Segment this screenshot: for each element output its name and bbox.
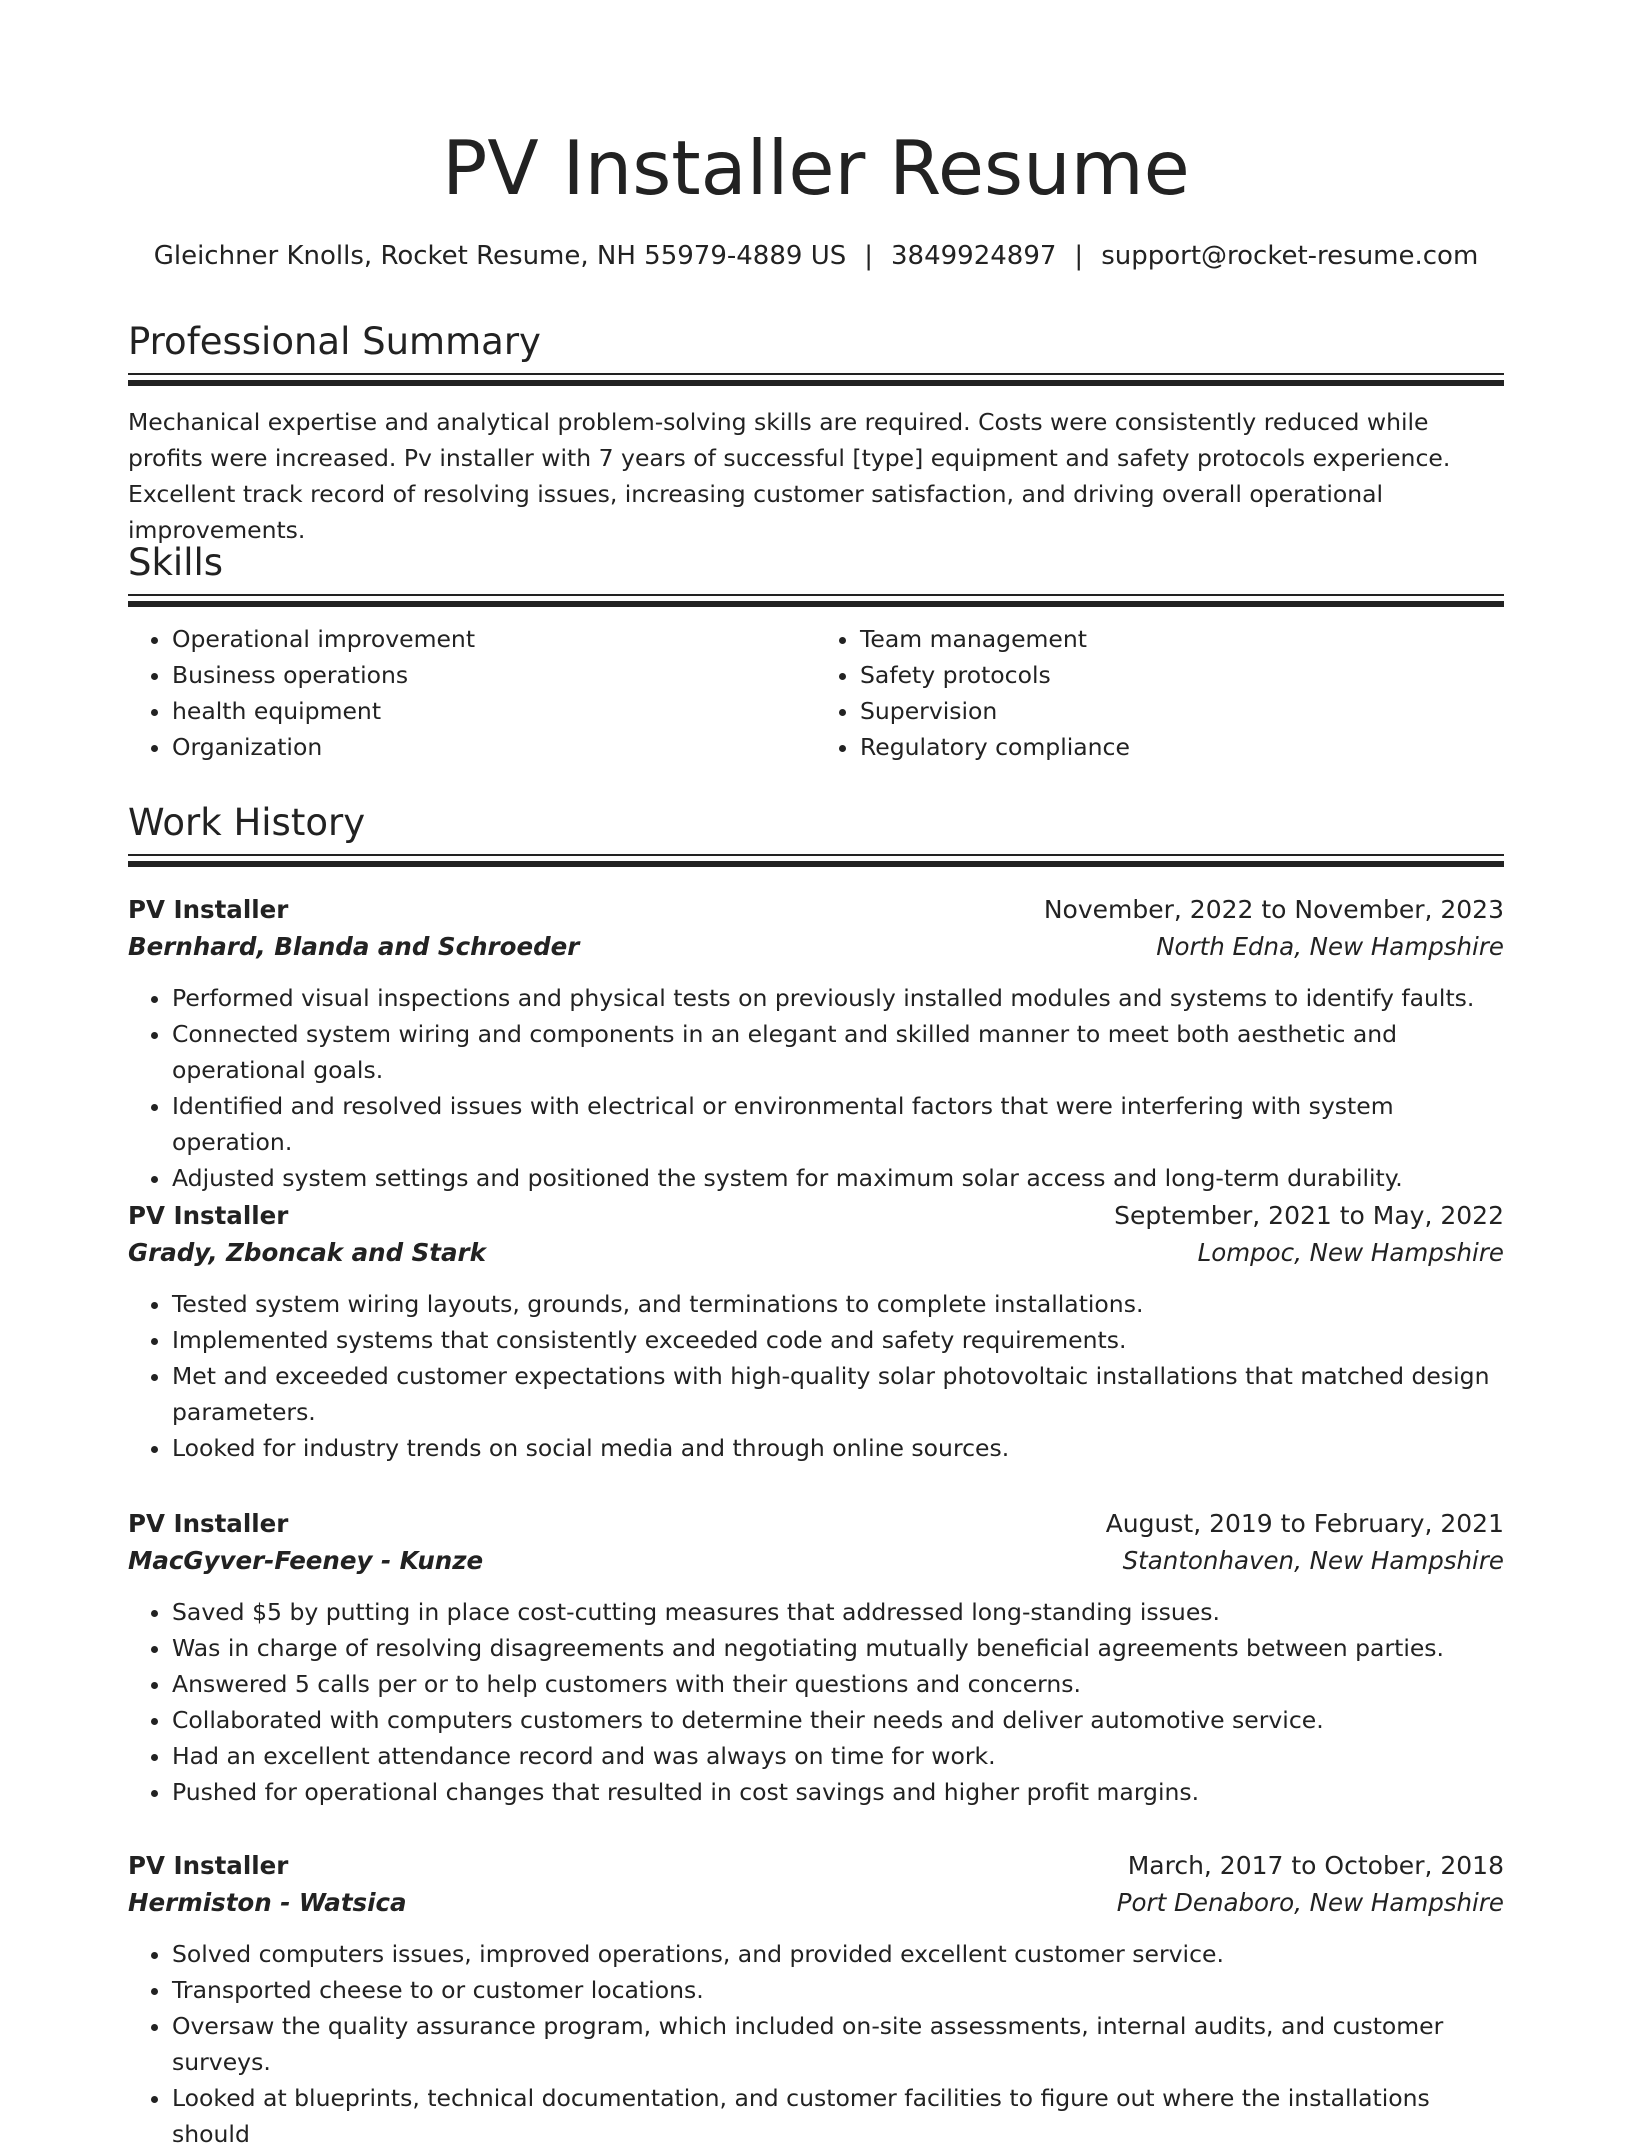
- skill-item: • health equipment: [172, 693, 816, 729]
- job-bullets: [128, 1594, 1504, 1810]
- job-location: Lompoc, New Hampshire: [1197, 1238, 1504, 1267]
- contact-phone: 3849924897: [891, 241, 1057, 271]
- job-bullet: • Met and exceeded customer expectations with high-quality solar photovoltaic installations that matched design parameters.: [172, 1358, 1504, 1430]
- contact-address: Gleichner Knolls, Rocket Resume, NH 55979-4889 US: [153, 241, 847, 271]
- skills-column-right: [816, 621, 1504, 765]
- job-bullet: • Performed visual inspections and physical tests on previously installed modules and systems to identify faults.: [172, 980, 1504, 1016]
- job-bullet: • Tested system wiring layouts, grounds, and terminations to complete installations.: [172, 1286, 1504, 1322]
- job-entry: [128, 1506, 1504, 1810]
- skill-item: • Operational improvement: [172, 621, 816, 657]
- summary-section: [128, 317, 1504, 548]
- job-title: PV Installer: [128, 1201, 289, 1230]
- job-bullet: • Transported cheese to or customer locations.: [172, 1972, 1504, 2008]
- skill-item: • Team management: [860, 621, 1504, 657]
- work-history-heading: Work History: [128, 801, 366, 844]
- job-title: PV Installer: [128, 1851, 289, 1880]
- job-bullet: • Looked for industry trends on social media and through online sources.: [172, 1430, 1504, 1466]
- contact-email: support@rocket-resume.com: [1101, 241, 1479, 271]
- contact-separator: |: [1074, 241, 1084, 271]
- job-bullet: • Collaborated with computers customers to determine their needs and deliver automotive service.: [172, 1702, 1504, 1738]
- job-entry: [128, 1848, 1504, 2152]
- skill-item: • Regulatory compliance: [860, 729, 1504, 765]
- job-dates: August, 2019 to February, 2021: [1105, 1509, 1504, 1538]
- job-company: Grady, Zboncak and Stark: [128, 1238, 486, 1267]
- job-bullet: • Had an excellent attendance record and was always on time for work.: [172, 1738, 1504, 1774]
- job-bullets: [128, 1936, 1504, 2152]
- job-bullet: • Was in charge of resolving disagreements and negotiating mutually beneficial agreements between parties.: [172, 1630, 1504, 1666]
- job-dates: September, 2021 to May, 2022: [1114, 1201, 1504, 1230]
- job-title: PV Installer: [128, 895, 289, 924]
- job-company: Bernhard, Blanda and Schroeder: [128, 932, 580, 961]
- job-entry: [128, 892, 1504, 1196]
- skills-list: [128, 621, 1504, 765]
- job-bullet: • Connected system wiring and components in an elegant and skilled manner to meet both aesthetic and operational goals.: [172, 1016, 1504, 1088]
- skill-item: • Supervision: [860, 693, 1504, 729]
- job-bullet: • Looked at blueprints, technical documentation, and customer facilities to figure out where the installations should: [172, 2080, 1504, 2152]
- skill-item: • Safety protocols: [860, 657, 1504, 693]
- section-divider: [128, 373, 1504, 375]
- job-bullet: • Pushed for operational changes that resulted in cost savings and higher profit margins.: [172, 1774, 1504, 1810]
- contact-line: [128, 238, 1504, 274]
- job-company: Hermiston - Watsica: [128, 1888, 407, 1917]
- job-company: MacGyver-Feeney - Kunze: [128, 1546, 484, 1575]
- job-bullet: • Oversaw the quality assurance program, which included on-site assessments, internal audits, and customer surveys.: [172, 2008, 1504, 2080]
- job-bullets: [128, 1286, 1504, 1466]
- section-divider: [128, 854, 1504, 856]
- job-bullets: [128, 980, 1504, 1196]
- skills-section: [128, 538, 1504, 765]
- job-bullet: • Saved $5 by putting in place cost-cutting measures that addressed long-standing issues.: [172, 1594, 1504, 1630]
- skills-heading: Skills: [128, 541, 224, 584]
- section-divider: [128, 861, 1504, 867]
- resume-title: PV Installer Resume: [442, 124, 1190, 212]
- job-location: Port Denaboro, New Hampshire: [1116, 1888, 1504, 1917]
- skill-item: • Business operations: [172, 657, 816, 693]
- job-bullet: • Implemented systems that consistently exceeded code and safety requirements.: [172, 1322, 1504, 1358]
- section-divider: [128, 380, 1504, 386]
- section-divider: [128, 594, 1504, 596]
- job-location: North Edna, New Hampshire: [1156, 932, 1504, 961]
- job-bullet: • Solved computers issues, improved operations, and provided excellent customer service.: [172, 1936, 1504, 1972]
- summary-heading: Professional Summary: [128, 320, 541, 363]
- job-entry: [128, 1198, 1504, 1466]
- job-title: PV Installer: [128, 1509, 289, 1538]
- work-history-section: [128, 798, 1504, 867]
- section-divider: [128, 601, 1504, 607]
- skills-column-left: [128, 621, 816, 765]
- contact-separator: |: [864, 241, 873, 271]
- job-bullet: • Adjusted system settings and positioned the system for maximum solar access and long-term durability.: [172, 1160, 1504, 1196]
- job-dates: November, 2022 to November, 2023: [1043, 895, 1504, 924]
- job-location: Stantonhaven, New Hampshire: [1122, 1546, 1504, 1575]
- job-bullet: • Answered 5 calls per or to help customers with their questions and concerns.: [172, 1666, 1504, 1702]
- summary-text: Mechanical expertise and analytical problem-solving skills are required. Costs were consistently reduced while profits were increased. Pv installer with 7 years of successful [type] equipment and safety protocols experience. Excellent track record of resolving issues, increasing customer satisfaction, and driving overall operational improvements.: [128, 408, 1451, 544]
- job-dates: March, 2017 to October, 2018: [1127, 1851, 1504, 1880]
- skill-item: • Organization: [172, 729, 816, 765]
- job-bullet: • Identified and resolved issues with electrical or environmental factors that were interfering with system operation.: [172, 1088, 1504, 1160]
